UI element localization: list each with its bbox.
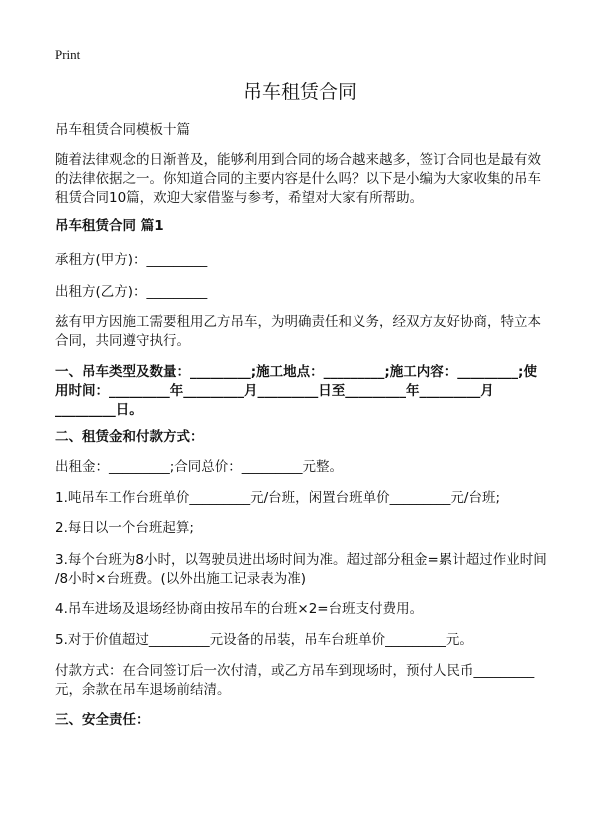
item-3-cont: /8小时×台班费。(以外出施工记录表为准): [55, 571, 306, 587]
clause1-line: _________日。: [55, 402, 143, 418]
item-1: 1.吨吊车工作台班单价_________元/台班，闲置台班单价_________元/台班;: [55, 490, 501, 506]
payment-line: 元，余款在吊车退场前结清。: [55, 682, 231, 698]
intro-line: 随着法律观念的日渐普及，能够利用到合同的场合越来越多，签订合同也是最有效: [55, 152, 541, 168]
item-3: 3.每个台班为8小时，以驾驶员进出场时间为准。超过部分租金=累计超过作业时间: [55, 552, 547, 568]
clause3-heading: 三、安全责任：: [55, 712, 150, 728]
preamble-line: 兹有甲方因施工需要租用乙方吊车，为明确责任和义务，经双方友好协商，特立本: [55, 314, 541, 330]
print-link[interactable]: Print: [55, 47, 81, 62]
intro-line: 租赁合同10篇，欢迎大家借鉴与参考，希望对大家有所帮助。: [55, 190, 424, 206]
page-title: 吊车租赁合同: [242, 81, 357, 103]
item-5: 5.对于价值超过_________元设备的吊装，吊车台班单价_________元。: [55, 632, 473, 648]
intro-line: 的法律依据之一。你知道合同的主要内容是什么吗？以下是小编为大家收集的吊车: [55, 171, 541, 187]
item-2: 2.每日以一个台班起算;: [55, 520, 194, 536]
lessor-field: 出租方(乙方)：_________: [55, 284, 208, 300]
lessee-field: 承租方(甲方)：_________: [55, 252, 208, 268]
clause1-line: 一、吊车类型及数量：_________;施工地点：_________;施工内容：_________;使: [55, 364, 537, 380]
subtitle: 吊车租赁合同模板十篇: [55, 122, 190, 138]
payment-line: 付款方式：在合同签订后一次付清，或乙方吊车到现场时，预付人民币_________: [55, 663, 535, 679]
clause2-heading: 二、租赁金和付款方式：: [55, 429, 204, 445]
section-heading: 吊车租赁合同 篇1: [55, 218, 164, 234]
item-4: 4.吊车进场及退场经协商由按吊车的台班×2=台班支付费用。: [55, 601, 424, 617]
preamble-line: 合同，共同遵守执行。: [55, 333, 190, 349]
clause1-line: 用时间：_________年_________月_________日至_________年_________月: [55, 383, 494, 399]
rent-line: 出租金：_________;合同总价：_________元整。: [55, 459, 344, 475]
